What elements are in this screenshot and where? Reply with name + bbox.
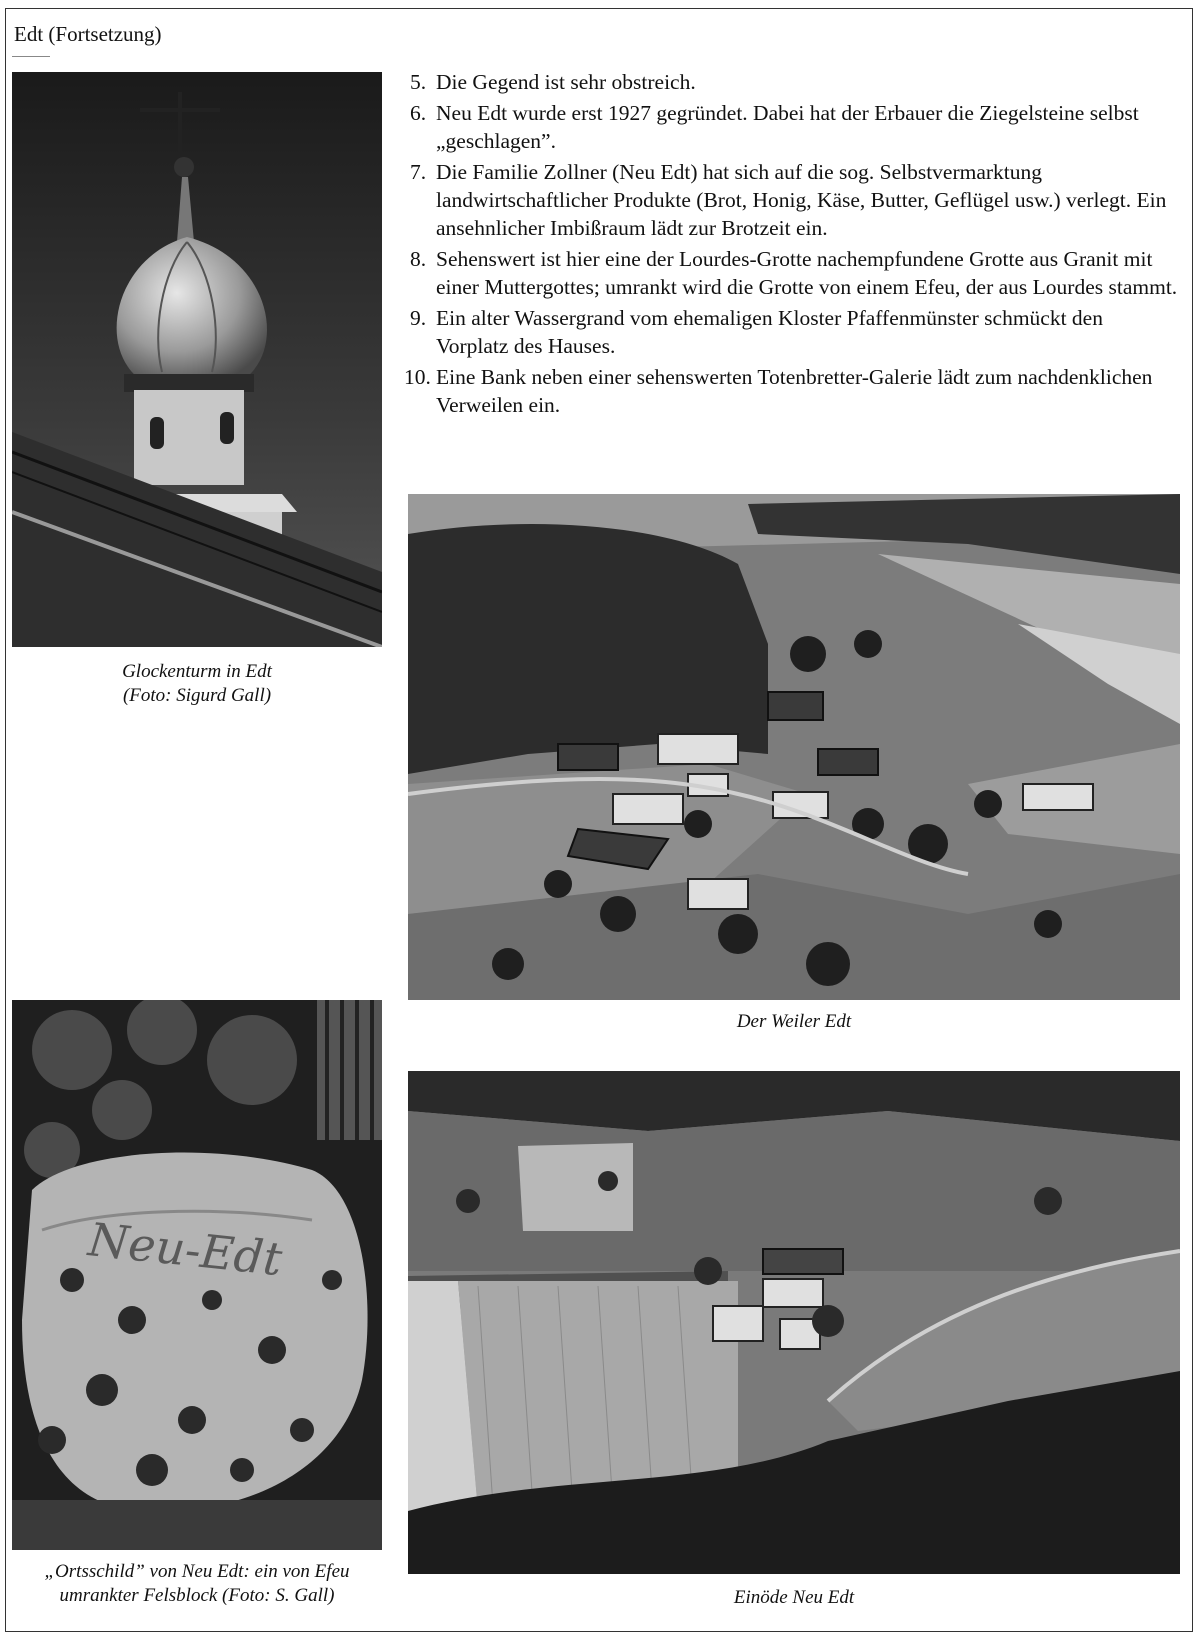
list-item [404,363,1180,419]
item-number: 10. [404,365,431,389]
item-number: 8. [410,247,427,271]
hamlet-aerial-photo [408,494,1180,1000]
list-item [410,158,1180,242]
list-item [410,68,1180,96]
farm-caption-line: Einöde Neu Edt [733,1587,855,1608]
list-item [410,245,1180,301]
rock-caption-line-1: „Ortsschild” von Neu Edt: ein von Efeu [44,1561,350,1582]
rock-caption [12,1560,382,1608]
hamlet-caption [408,1010,1180,1034]
list-item [410,99,1180,155]
farm-aerial-photo [408,1071,1180,1574]
item-number: 6. [410,101,427,125]
list-item [410,304,1180,360]
item-number: 9. [410,306,427,330]
item-text: Die Familie Zollner (Neu Edt) hat sich auf die sog. Selbstvermarktung landwirtschaftlicher Produkte (Brot, Honig, Käse, Butter, Geflügel usw.) verlegt. Ein ansehnlicher Imbißraum lädt zur Brotzeit ein. [436,160,1167,240]
item-text: Neu Edt wurde erst 1927 gegründet. Dabei hat der Erbauer die Ziegelsteine selbst „geschlagen”. [436,101,1139,153]
bell-tower-caption-line-1: Glockenturm in Edt [122,661,272,682]
hamlet-caption-line: Der Weiler Edt [736,1011,852,1032]
bell-tower-caption [12,660,382,708]
bell-tower-caption-line-2: (Foto: Sigurd Gall) [122,685,272,706]
item-text: Sehenswert ist hier eine der Lourdes-Grotte nachempfundene Grotte aus Granit mit einer Muttergottes; umrankt wird die Grotte von einem Efeu, der aus Lourdes stammt. [436,247,1178,299]
page-header: Edt (Fortsetzung) [14,22,162,46]
farm-caption [408,1586,1180,1610]
item-number: 7. [410,160,427,184]
feature-list [404,68,1180,422]
item-number: 5. [410,70,427,94]
item-text: Die Gegend ist sehr obstreich. [436,70,696,94]
neu-edt-rock-photo [12,1000,382,1550]
sign-engraving: Neu-Edt [85,1212,285,1287]
header-rule [12,56,50,57]
item-text: Ein alter Wassergrand vom ehemaligen Kloster Pfaffenmünster schmückt den Vorplatz des Hauses. [436,306,1103,358]
rock-caption-line-2: umrankter Felsblock (Foto: S. Gall) [59,1585,335,1606]
item-text: Eine Bank neben einer sehenswerten Totenbretter-Galerie lädt zum nachdenklichen Verweilen ein. [436,365,1153,417]
bell-tower-photo [12,72,382,647]
